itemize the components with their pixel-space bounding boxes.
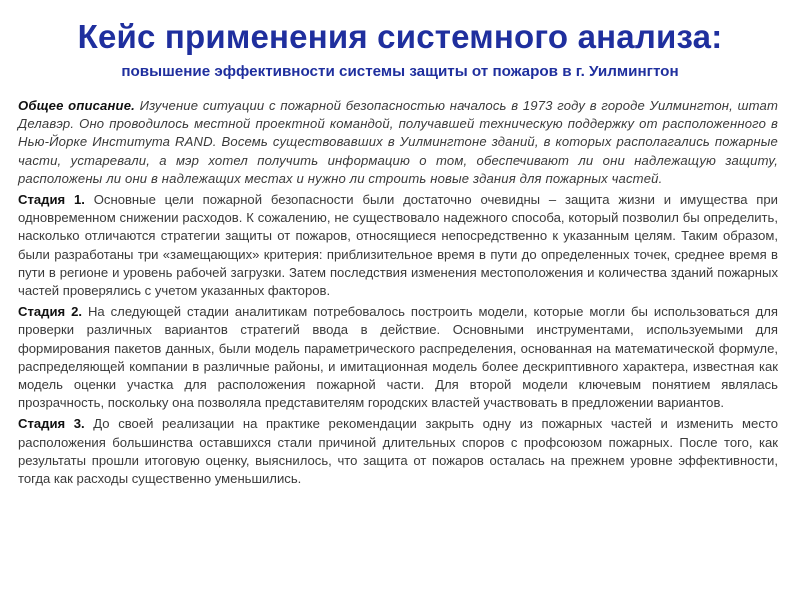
paragraph-heading: Стадия 2. <box>18 304 83 320</box>
paragraph-stage-3 <box>18 415 778 488</box>
paragraph-heading: Стадия 3. <box>18 416 85 432</box>
paragraph-heading: Общее описание. <box>18 98 135 113</box>
paragraph-heading: Стадия 1. <box>18 192 85 208</box>
case-body <box>18 97 778 491</box>
slide-subtitle: повышение эффективности системы защиты от пожаров в г. Уилмингтон <box>121 63 679 80</box>
slide-title: Кейс применения системного анализа: <box>77 18 723 55</box>
paragraph-text: Основные цели пожарной безопасности были достаточно очевидны – защита жизни и имущества при одновременном снижении расходов. К сожалению, не существовало надежного способа, который позволил бы определить, насколько отличаются стратегии защиты от пожаров, относящиеся непосредственно к указанным целям. Таким образом, были разработаны три «замещающих» критерия: приблизительное время в пути до определенных точек, среднее время в пути в регионе и уровень рабочей загрузки. Затем последствия изменения местоположения и количества зданий пожарных частей проверялись с учетом указанных факторов. <box>18 192 778 299</box>
paragraph-stage-2 <box>18 303 778 412</box>
paragraph-text: До своей реализации на практике рекомендации закрыть одну из пожарных частей и изменить место расположения большинства оставшихся стали причиной длительных споров с профсоюзом пожарных. После того, как результаты прошли итоговую оценку, выяснилось, что защита от пожаров осталась на прежнем уровне эффективности, тогда как расходы существенно уменьшились. <box>18 416 778 487</box>
paragraph-text: Изучение ситуации с пожарной безопасностью началось в 1973 году в городе Уилмингтон, штат Делавэр. Оно проводилось местной проектной командой, получавшей техническую поддержку от расположенного в Нью-Йорке Института RAND. Восемь существовавших в Уилмингтоне зданий, в которых располагались пожарные части, устаревали, а мэр хотел получить информацию о том, обеспечивают ли они надлежащую защиту, расположены ли они в надлежащих местах и нужно ли строить новые здания для пожарных частей. <box>18 98 779 186</box>
paragraph-general-description <box>18 97 778 188</box>
paragraph-stage-1 <box>18 191 778 300</box>
paragraph-text: На следующей стадии аналитикам потребовалось построить модели, которые могли бы использоваться для проверки различных вариантов стратегий ввода в действие. Основными инструментами, используемыми для формирования пакетов данных, были модель параметрического распределения, основанная на математической формуле, распределяющей компании в различные районы, и имитационная модель более дескриптивного характера, известная как модель оценки участка для расположения пожарной части. Для второй модели ключевым понятием являлась прозрачность, поскольку она позволяла представителям городских властей участвовать в предложении вариантов. <box>18 304 778 411</box>
